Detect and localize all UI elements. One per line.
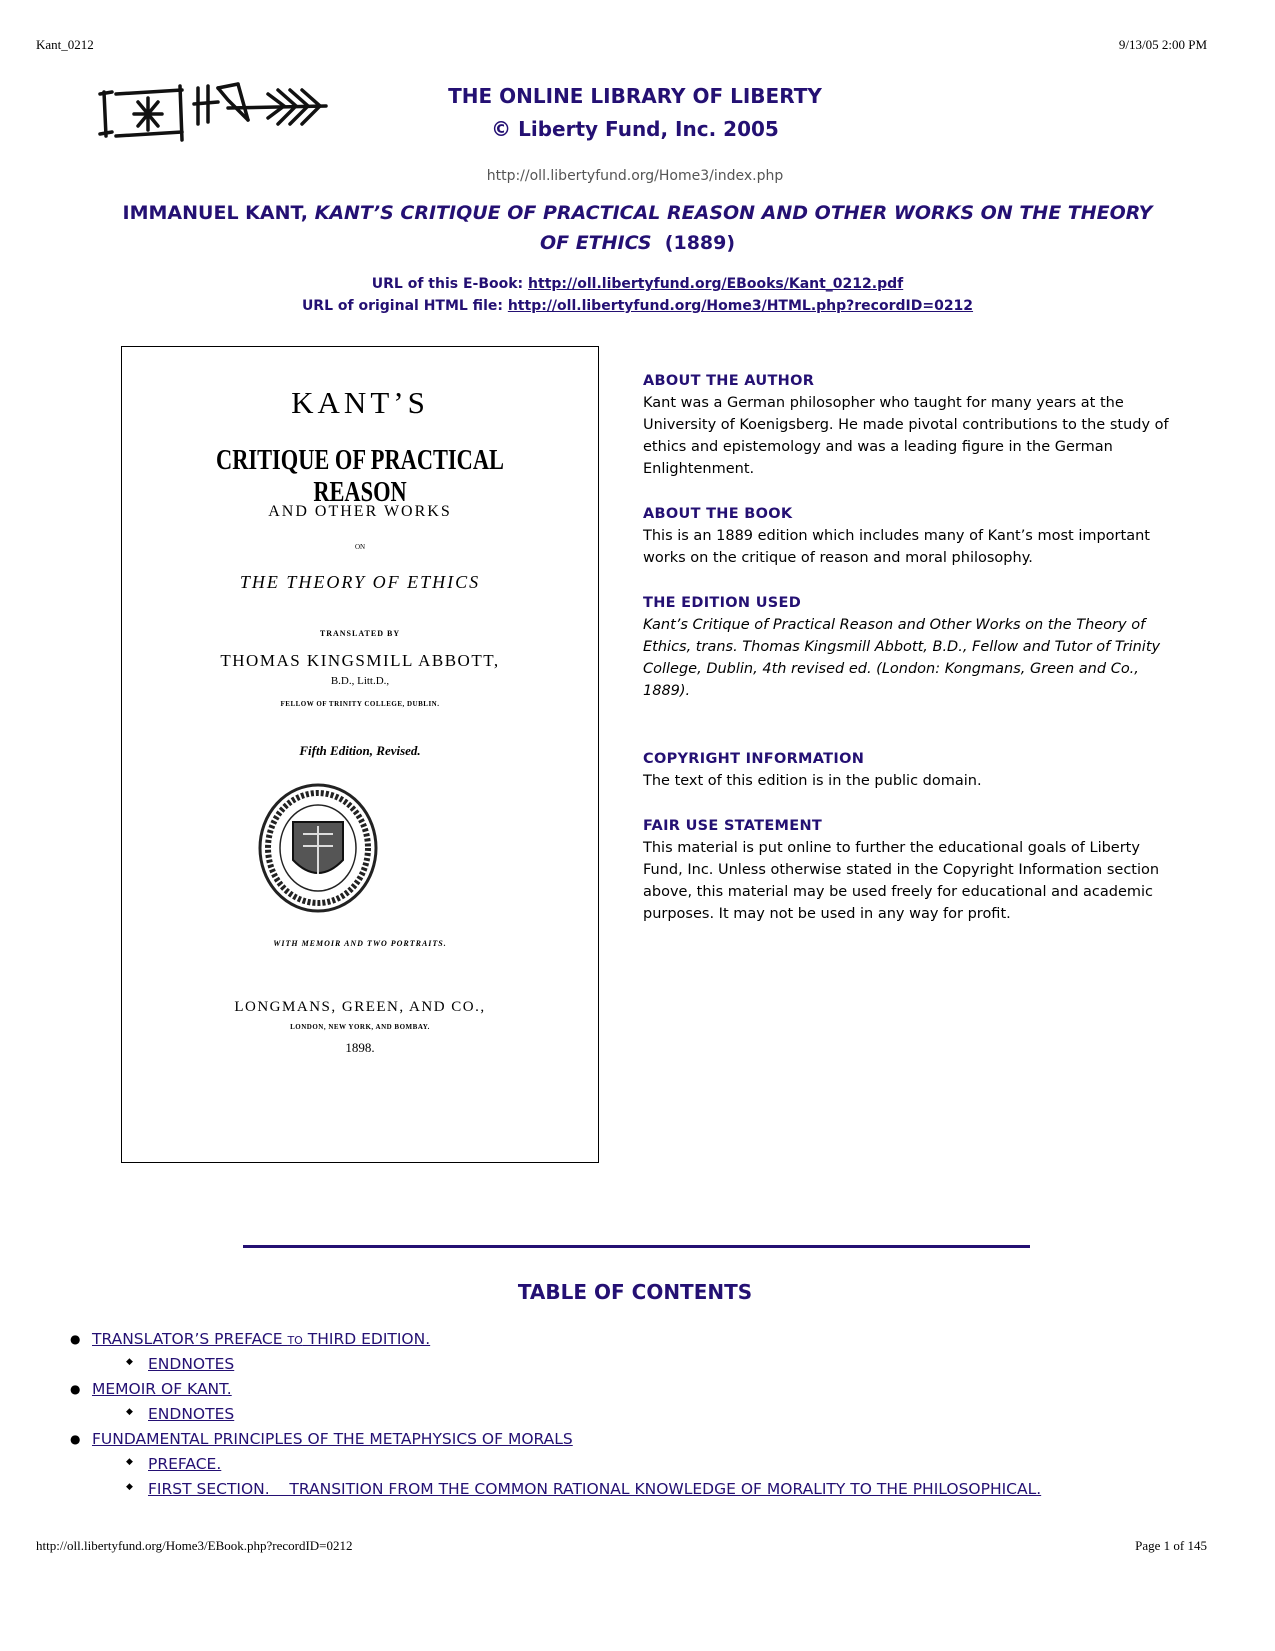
library-copyright: © Liberty Fund, Inc. 2005 xyxy=(491,117,779,141)
html-url-link[interactable]: http://oll.libertyfund.org/Home3/HTML.php?recordID=0212 xyxy=(507,298,974,314)
library-url: http://oll.libertyfund.org/Home3/index.php xyxy=(486,168,784,184)
ebook-url-line xyxy=(100,276,1175,292)
about-author-text-2: University of Koenigsberg. He made pivotal contributions to the study of xyxy=(643,417,1169,433)
html-url-label: URL of original HTML file: xyxy=(301,298,503,314)
cover-translator: THOMAS KINGSMILL ABBOTT, xyxy=(220,651,500,670)
about-author-heading: ABOUT THE AUTHOR xyxy=(643,373,815,389)
toc-link-first-section[interactable]: FIRST SECTION. TRANSITION FROM THE COMMON RATIONAL KNOWLEDGE OF MORALITY TO THE PHILOSOPHICAL. xyxy=(148,1480,1042,1498)
book-title-line1: KANT’S CRITIQUE OF PRACTICAL REASON AND OTHER WORKS ON THE THEORY xyxy=(314,202,1153,224)
liberty-cuneiform-logo-icon xyxy=(98,78,328,146)
toc-item-preface xyxy=(148,1455,221,1473)
copyright-section xyxy=(643,748,1173,792)
edition-heading: THE EDITION USED xyxy=(643,595,802,611)
about-book-text-2: works on the critique of reason and moral philosophy. xyxy=(643,550,1033,566)
toc-item-translators-preface xyxy=(92,1330,430,1348)
library-title: THE ONLINE LIBRARY OF LIBERTY xyxy=(448,84,822,108)
cover-degrees: B.D., Litt.D., xyxy=(330,675,390,687)
print-datetime: 9/13/05 2:00 PM xyxy=(1118,37,1207,52)
cover-edition: Fifth Edition, Revised. xyxy=(299,743,421,758)
cover-memoir: WITH MEMOIR AND TWO PORTRAITS. xyxy=(273,939,447,948)
toc-link-preface[interactable]: PREFACE. xyxy=(148,1455,222,1473)
bullet-icon: ◆ xyxy=(126,1407,133,1417)
about-book-heading: ABOUT THE BOOK xyxy=(643,506,793,522)
toc-link-memoir[interactable]: MEMOIR OF KANT. xyxy=(92,1380,232,1398)
about-book-section xyxy=(643,503,1173,569)
bullet-icon: ◆ xyxy=(126,1457,133,1467)
book-year: (1889) xyxy=(664,232,736,254)
ebook-url-label: URL of this E-Book: xyxy=(371,276,524,292)
fair-use-text-2: Fund, Inc. Unless otherwise stated in the Copyright Information section xyxy=(643,862,1160,878)
fair-use-text-1: This material is put online to further the educational goals of Liberty xyxy=(643,840,1140,856)
info-column xyxy=(643,370,1173,930)
copyright-text-1: The text of this edition is in the public domain. xyxy=(643,773,982,789)
book-title-line2: OF ETHICS xyxy=(539,232,652,254)
fair-use-text-3: above, this material may be used freely for educational and academic xyxy=(643,884,1153,900)
document-id: Kant_0212 xyxy=(36,37,94,52)
cover-fellow: FELLOW OF TRINITY COLLEGE, DUBLIN. xyxy=(280,700,440,708)
cover-publisher: LONGMANS, GREEN, AND CO., xyxy=(234,999,486,1015)
cover-year: 1898. xyxy=(345,1040,375,1055)
html-url-line xyxy=(100,298,1175,314)
about-author-text-3: ethics and epistemology and was a leading figure in the German xyxy=(643,439,1113,455)
cover-other-works: AND OTHER WORKS xyxy=(268,503,452,520)
book-author: IMMANUEL KANT, xyxy=(122,202,308,224)
copyright-heading: COPYRIGHT INFORMATION xyxy=(643,751,865,767)
ebook-url-link[interactable]: http://oll.libertyfund.org/EBooks/Kant_0212.pdf xyxy=(528,276,904,292)
bullet-icon: ◆ xyxy=(126,1482,133,1492)
cover-on: ON xyxy=(354,543,366,551)
book-title xyxy=(100,198,1175,258)
bullet-icon: ● xyxy=(70,1332,81,1346)
fair-use-section xyxy=(643,815,1173,925)
bullet-icon: ● xyxy=(70,1432,81,1446)
toc-link-endnotes-2[interactable]: ENDNOTES xyxy=(148,1405,235,1423)
section-divider xyxy=(243,1245,1030,1248)
about-author-section xyxy=(643,370,1173,480)
edition-text-4: 1889). xyxy=(643,683,691,699)
edition-text-3: College, Dublin, 4th revised ed. (London: Kongmans, Green and Co., xyxy=(643,661,1139,677)
book-cover-image xyxy=(121,346,599,1163)
cover-subtitle: CRITIQUE OF PRACTICAL REASON xyxy=(216,445,504,508)
about-book-text-1: This is an 1889 edition which includes many of Kant’s most important xyxy=(643,528,1150,544)
toc-list xyxy=(68,1330,1218,1510)
bullet-icon: ● xyxy=(70,1382,81,1396)
cover-translated-by: TRANSLATED BY xyxy=(319,629,401,638)
fair-use-heading: FAIR USE STATEMENT xyxy=(643,818,823,834)
about-author-text-4: Enlightenment. xyxy=(643,461,755,477)
edition-text-1: Kant’s Critique of Practical Reason and Other Works on the Theory of xyxy=(643,617,1146,633)
toc-link-fundamental-principles[interactable]: FUNDAMENTAL PRINCIPLES OF THE METAPHYSICS OF MORALS xyxy=(92,1430,573,1448)
bullet-icon: ◆ xyxy=(126,1357,133,1367)
toc-link-endnotes-1[interactable]: ENDNOTES xyxy=(148,1355,235,1373)
fair-use-text-4: purposes. It may not be used in any way for profit. xyxy=(643,906,1011,922)
footer-url: http://oll.libertyfund.org/Home3/EBook.php?recordID=0212 xyxy=(36,1538,353,1553)
toc-item-endnotes-2 xyxy=(148,1405,234,1423)
cover-seal-icon xyxy=(257,782,379,914)
toc-item-fundamental-principles xyxy=(92,1430,573,1448)
cover-title: KANT’S xyxy=(291,385,429,420)
toc-link-translators-preface[interactable]: TRANSLATOR’S PREFACE TO THIRD EDITION. xyxy=(92,1330,431,1348)
page-number: Page 1 of 145 xyxy=(1135,1538,1207,1553)
toc-title: TABLE OF CONTENTS xyxy=(517,1280,753,1304)
about-author-text-1: Kant was a German philosopher who taught for many years at the xyxy=(643,395,1124,411)
toc-item-memoir xyxy=(92,1380,232,1398)
edition-text-2: Ethics, trans. Thomas Kingsmill Abbott, B.D., Fellow and Tutor of Trinity xyxy=(643,639,1161,655)
cover-cities: LONDON, NEW YORK, AND BOMBAY. xyxy=(290,1023,430,1031)
edition-section xyxy=(643,592,1173,702)
toc-item-endnotes-1 xyxy=(148,1355,234,1373)
toc-item-first-section xyxy=(148,1480,1041,1498)
cover-theory-of-ethics: THE THEORY OF ETHICS xyxy=(239,572,481,592)
